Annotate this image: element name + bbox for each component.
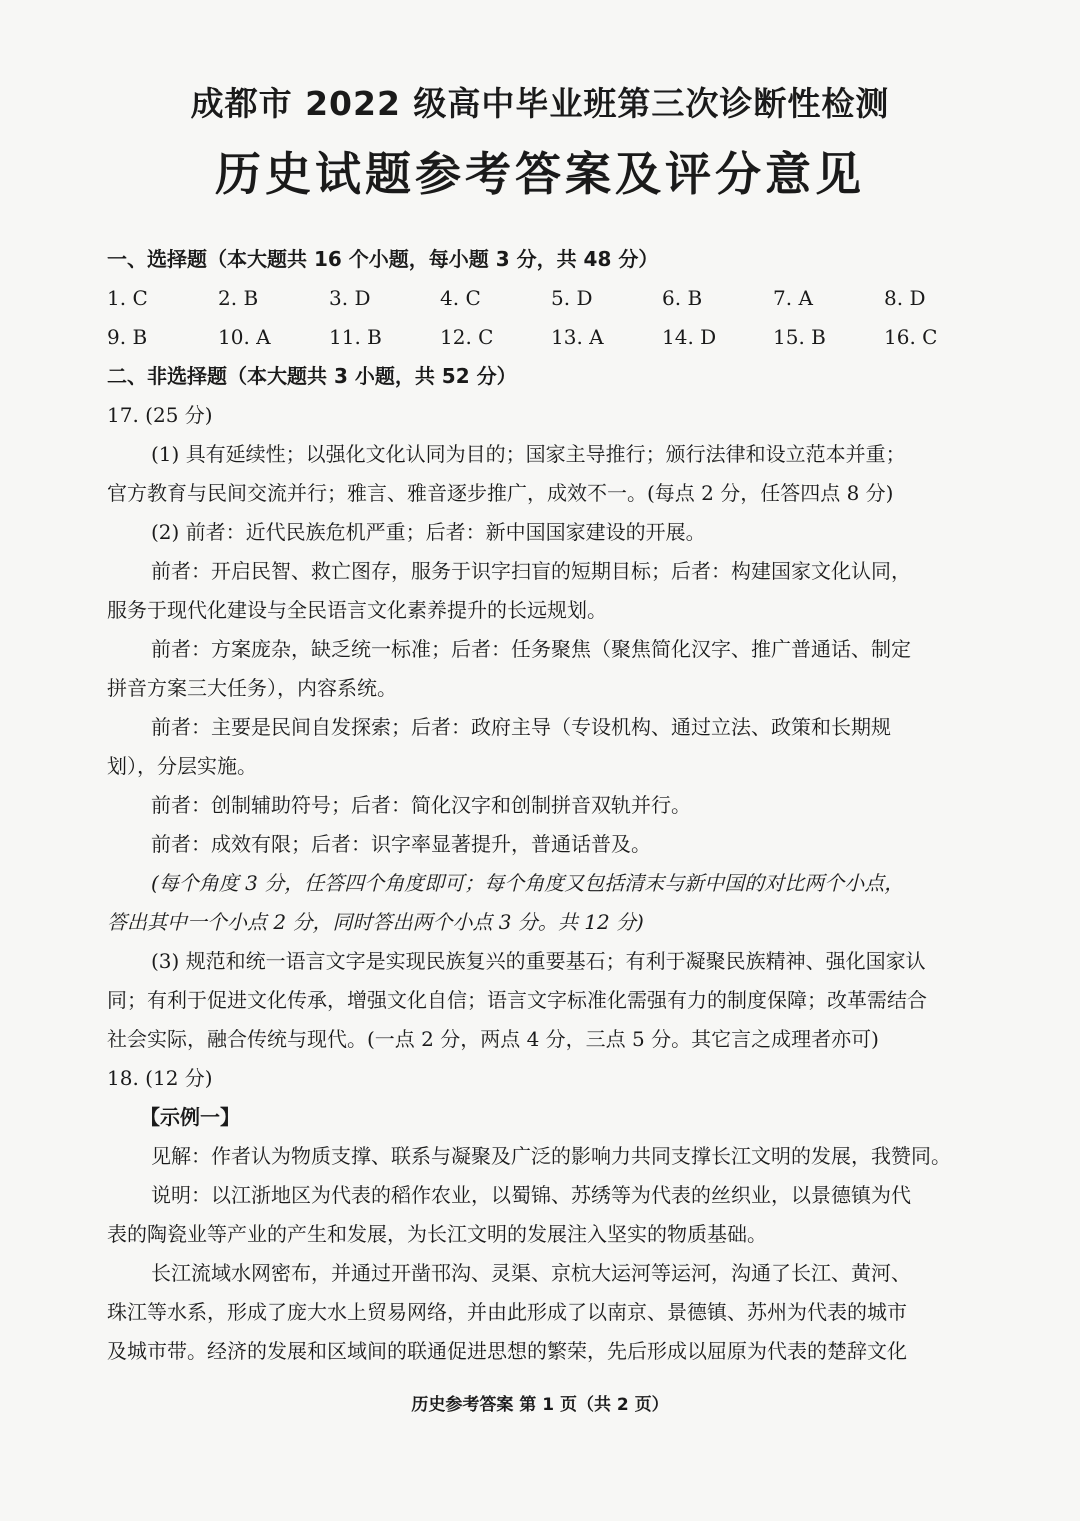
q17-line: (3) 规范和统一语言文字是实现民族复兴的重要基石；有利于凝聚民族精神、强化国家认	[151, 949, 926, 973]
document-title: 历史试题参考答案及评分意见	[215, 147, 865, 201]
answer-item: 13. A	[551, 325, 604, 349]
answer-item: 14. D	[662, 325, 717, 349]
q17-scoring-note: 答出其中一个小点 2 分，同时答出两个小点 3 分。共 12 分)	[107, 910, 644, 934]
q18-line: 表的陶瓷业等产业的产生和发展，为长江文明的发展注入坚实的物质基础。	[107, 1222, 767, 1246]
q18-example-label: 【示例一】	[140, 1105, 240, 1129]
q17-line: 拼音方案三大任务），内容系统。	[107, 676, 397, 700]
q17-line: 前者：主要是民间自发探索；后者：政府主导（专设机构、通过立法、政策和长期规	[151, 715, 891, 739]
q17-line: 官方教育与民间交流并行；雅言、雅音逐步推广，成效不一。(每点 2 分，任答四点 8 分)	[107, 481, 894, 505]
q18-line: 及城市带。经济的发展和区域间的联通促进思想的繁荣，先后形成以屈原为代表的楚辞文化	[107, 1339, 907, 1363]
answer-item: 2. B	[218, 286, 259, 310]
answer-item: 11. B	[329, 325, 382, 349]
q17-line: 社会实际，融合传统与现代。(一点 2 分，两点 4 分，三点 5 分。其它言之成理者亦可)	[107, 1027, 879, 1051]
q18-title: 18. (12 分)	[107, 1066, 213, 1090]
q17-line: 前者：创制辅助符号；后者：简化汉字和创制拼音双轨并行。	[151, 793, 691, 817]
page-footer: 历史参考答案 第 1 页（共 2 页）	[411, 1395, 669, 1415]
answer-item: 10. A	[218, 325, 271, 349]
q17-title: 17. (25 分)	[107, 403, 213, 427]
answer-item: 3. D	[329, 286, 371, 310]
q18-line: 说明：以江浙地区为代表的稻作农业，以蜀锦、苏绣等为代表的丝织业，以景德镇为代	[151, 1183, 911, 1207]
q18-line: 见解：作者认为物质支撑、联系与凝聚及广泛的影响力共同支撑长江文明的发展，我赞同。	[151, 1144, 951, 1168]
answers-row-1	[107, 279, 997, 318]
answer-item: 1. C	[107, 286, 148, 310]
answer-item: 9. B	[107, 325, 148, 349]
q17-line: 划），分层实施。	[107, 754, 257, 778]
q18-line: 珠江等水系，形成了庞大水上贸易网络，并由此形成了以南京、景德镇、苏州为代表的城市	[107, 1300, 907, 1324]
q17-line: (2) 前者：近代民族危机严重；后者：新中国国家建设的开展。	[151, 520, 706, 544]
section1-heading: 一、选择题（本大题共 16 个小题，每小题 3 分，共 48 分）	[107, 247, 659, 271]
q17-line: (1) 具有延续性；以强化文化认同为目的；国家主导推行；颁行法律和设立范本并重；	[151, 442, 906, 466]
q18-line: 长江流域水网密布，并通过开凿邗沟、灵渠、京杭大运河等运河，沟通了长江、黄河、	[151, 1261, 911, 1285]
section2-heading: 二、非选择题（本大题共 3 小题，共 52 分）	[107, 364, 517, 388]
content-body	[107, 240, 997, 1371]
answers-row-2	[107, 318, 997, 357]
answer-item: 7. A	[773, 286, 813, 310]
answer-item: 16. C	[884, 325, 938, 349]
answer-item: 4. C	[440, 286, 481, 310]
q17-scoring-note: (每个角度 3 分，任答四个角度即可；每个角度又包括清末与新中国的对比两个小点，	[151, 871, 905, 895]
exam-title: 成都市 2022 级高中毕业班第三次诊断性检测	[190, 84, 890, 123]
q17-line: 前者：开启民智、救亡图存，服务于识字扫盲的短期目标；后者：构建国家文化认同，	[151, 559, 911, 583]
q17-line: 前者：成效有限；后者：识字率显著提升，普通话普及。	[151, 832, 651, 856]
answer-item: 15. B	[773, 325, 826, 349]
answer-item: 8. D	[884, 286, 926, 310]
answer-item: 12. C	[440, 325, 494, 349]
q17-line: 服务于现代化建设与全民语言文化素养提升的长远规划。	[107, 598, 607, 622]
q17-line: 前者：方案庞杂，缺乏统一标准；后者：任务聚焦（聚焦简化汉字、推广普通话、制定	[151, 637, 911, 661]
answer-item: 6. B	[662, 286, 703, 310]
answer-item: 5. D	[551, 286, 593, 310]
q17-line: 同；有利于促进文化传承，增强文化自信；语言文字标准化需强有力的制度保障；改革需结合	[107, 988, 927, 1012]
